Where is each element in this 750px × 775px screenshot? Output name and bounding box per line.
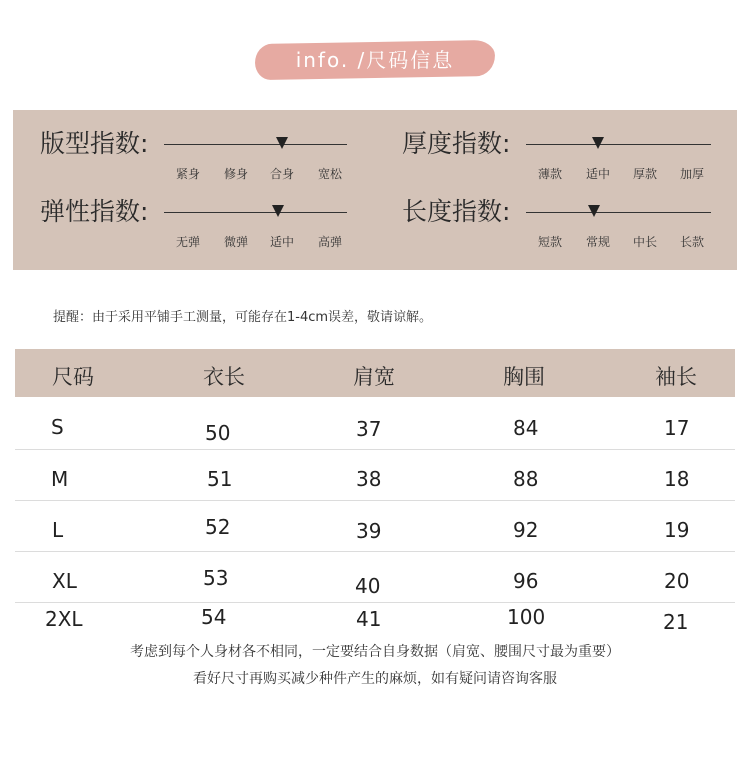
header-size: 尺码 <box>52 365 94 389</box>
cell-size: 2XL <box>45 607 83 631</box>
length-index-option: 长款 <box>679 235 704 249</box>
elasticity-index-label: 弹性指数: <box>40 197 149 226</box>
cell-size: S <box>51 415 64 439</box>
cell-length: 51 <box>207 467 233 491</box>
cell-sleeve: 18 <box>664 467 690 491</box>
elasticity-index <box>40 195 380 251</box>
header-chest: 胸围 <box>503 365 545 389</box>
cell-length: 52 <box>205 515 231 539</box>
thickness-index-line <box>526 144 711 145</box>
measurement-note: 提醒：由于采用平铺手工测量，可能存在1-4cm误差，敬请谅解。 <box>53 310 433 325</box>
cell-size: L <box>52 518 64 542</box>
title-badge <box>255 40 495 80</box>
thickness-index-option: 加厚 <box>679 167 704 181</box>
size-table-header <box>15 349 735 397</box>
length-index <box>402 195 742 251</box>
cell-sleeve: 20 <box>664 569 690 593</box>
cell-shoulder: 37 <box>356 417 382 441</box>
cell-size: M <box>51 467 69 491</box>
fit-index-option: 紧身 <box>175 167 200 181</box>
cell-length: 50 <box>205 421 231 445</box>
length-index-label: 长度指数: <box>402 197 511 226</box>
cell-length: 53 <box>203 566 229 590</box>
elasticity-index-marker <box>272 205 284 217</box>
length-index-option: 常规 <box>585 235 610 249</box>
fit-index-line <box>164 144 347 145</box>
fit-index <box>40 127 380 183</box>
cell-chest: 96 <box>513 569 539 593</box>
thickness-index-option: 适中 <box>585 167 610 181</box>
table-row <box>15 603 735 633</box>
table-row <box>15 552 735 603</box>
thickness-index <box>402 127 742 183</box>
thickness-index-label: 厚度指数: <box>402 129 511 158</box>
page-title: info. /尺码信息 <box>295 48 455 72</box>
length-index-option: 短款 <box>537 235 562 249</box>
fit-index-option: 宽松 <box>317 167 342 181</box>
cell-sleeve: 17 <box>664 416 690 440</box>
table-row <box>15 450 735 501</box>
cell-length: 54 <box>201 605 227 629</box>
cell-sleeve: 21 <box>663 610 689 634</box>
thickness-index-marker <box>592 137 604 149</box>
cell-shoulder: 38 <box>356 467 382 491</box>
fit-index-scale <box>40 127 380 187</box>
footer-note-1: 考虑到每个人身材各不相同，一定要结合自身数据（肩宽、腰围尺寸最为重要） <box>130 644 620 660</box>
fit-index-option: 修身 <box>223 167 248 181</box>
cell-shoulder: 40 <box>355 574 381 598</box>
length-index-line <box>526 212 711 213</box>
footer-note-2: 看好尺寸再购买减少种件产生的麻烦，如有疑问请咨询客服 <box>193 671 557 687</box>
fit-index-marker <box>276 137 288 149</box>
cell-sleeve: 19 <box>664 518 690 542</box>
fit-index-label: 版型指数: <box>40 129 149 158</box>
cell-shoulder: 41 <box>356 607 382 631</box>
index-panel <box>13 110 737 270</box>
table-row <box>15 501 735 552</box>
cell-size: XL <box>52 569 77 593</box>
header-sleeve: 袖长 <box>655 365 697 389</box>
cell-chest: 84 <box>513 416 539 440</box>
elasticity-index-line <box>164 212 347 213</box>
cell-shoulder: 39 <box>356 519 382 543</box>
elasticity-index-option: 微弹 <box>223 235 248 249</box>
thickness-index-option: 厚款 <box>632 167 657 181</box>
cell-chest: 100 <box>507 605 546 629</box>
fit-index-option: 合身 <box>269 167 294 181</box>
thickness-index-scale <box>402 127 742 187</box>
header-shoulder: 肩宽 <box>353 365 395 389</box>
elasticity-index-scale <box>40 195 380 255</box>
cell-chest: 92 <box>513 518 539 542</box>
header-length: 衣长 <box>203 365 245 389</box>
elasticity-index-option: 高弹 <box>317 235 342 249</box>
elasticity-index-option: 适中 <box>269 235 294 249</box>
elasticity-index-option: 无弹 <box>175 235 200 249</box>
length-index-scale <box>402 195 742 255</box>
length-index-marker <box>588 205 600 217</box>
table-row <box>15 399 735 450</box>
length-index-option: 中长 <box>632 235 657 249</box>
thickness-index-option: 薄款 <box>537 167 562 181</box>
cell-chest: 88 <box>513 467 539 491</box>
